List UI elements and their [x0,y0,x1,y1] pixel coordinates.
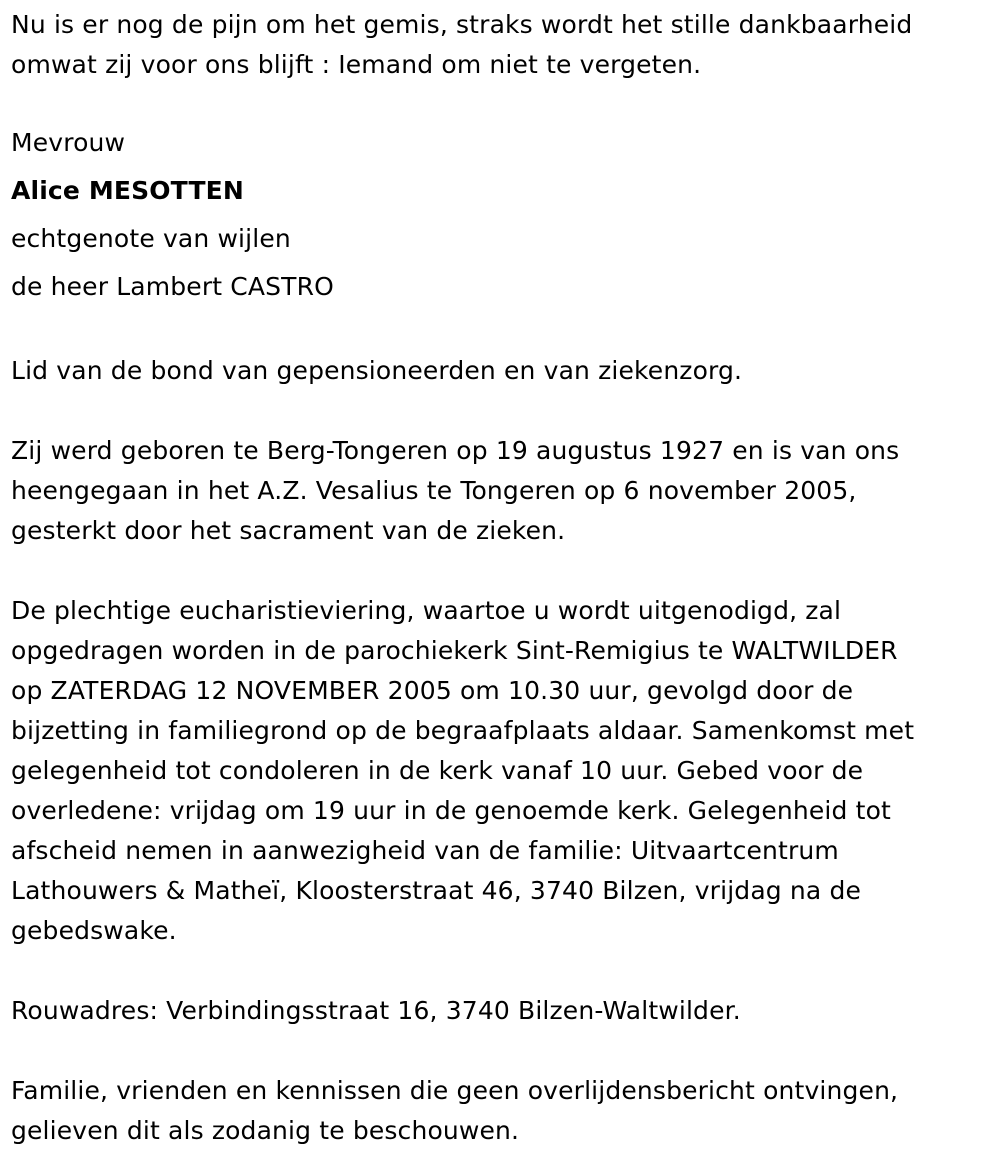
life-line: Zij werd geboren te Berg-Tongeren op 19 augustus 1927 en is van ons [11,436,900,465]
ceremony-line: De plechtige eucharistieviering, waartoe u wordt uitgenodigd, zal [11,596,842,625]
relation-text: echtgenote van wijlen [11,224,291,253]
obituary-document [11,0,996,1151]
motto-paragraph [11,0,996,85]
mourning-address: Rouwadres: Verbindingsstraat 16, 3740 Bilzen-Waltwilder. [11,996,741,1025]
ceremony-line: op ZATERDAG 12 NOVEMBER 2005 om 10.30 uur, gevolgd door de [11,676,854,705]
ceremony-line: afscheid nemen in aanwezigheid van de familie: Uitvaartcentrum [11,836,839,865]
ceremony-line: opgedragen worden in de parochiekerk Sint-Remigius te WALTWILDER [11,636,898,665]
motto-line: omwat zij voor ons blijft : Iemand om niet te vergeten. [11,50,702,79]
closing-line: gelieven dit als zodanig te beschouwen. [11,1116,520,1145]
deceased-block [11,119,996,311]
closing-line: Familie, vrienden en kennissen die geen overlijdensbericht ontvingen, [11,1076,899,1105]
salutation: Mevrouw [11,128,126,157]
life-paragraph [11,431,996,551]
ceremony-line: overledene: vrijdag om 19 uur in de genoemde kerk. Gelegenheid tot [11,796,891,825]
life-line: heengegaan in het A.Z. Vesalius te Tongeren op 6 november 2005, [11,476,857,505]
ceremony-line: Lathouwers & Matheï, Kloosterstraat 46, 3740 Bilzen, vrijdag na de [11,876,862,905]
motto-line: Nu is er nog de pijn om het gemis, straks wordt het stille dankbaarheid [11,10,913,39]
membership-paragraph: Lid van de bond van gepensioneerden en van ziekenzorg. [11,356,743,385]
spouse-name: de heer Lambert CASTRO [11,272,334,301]
closing-paragraph [11,1071,996,1151]
ceremony-line: gebedswake. [11,916,177,945]
ceremony-line: gelegenheid tot condoleren in de kerk vanaf 10 uur. Gebed voor de [11,756,864,785]
life-line: gesterkt door het sacrament van de zieken. [11,516,566,545]
deceased-name: Alice MESOTTEN [11,176,244,205]
ceremony-line: bijzetting in familiegrond op de begraafplaats aldaar. Samenkomst met [11,716,915,745]
ceremony-paragraph [11,591,996,951]
